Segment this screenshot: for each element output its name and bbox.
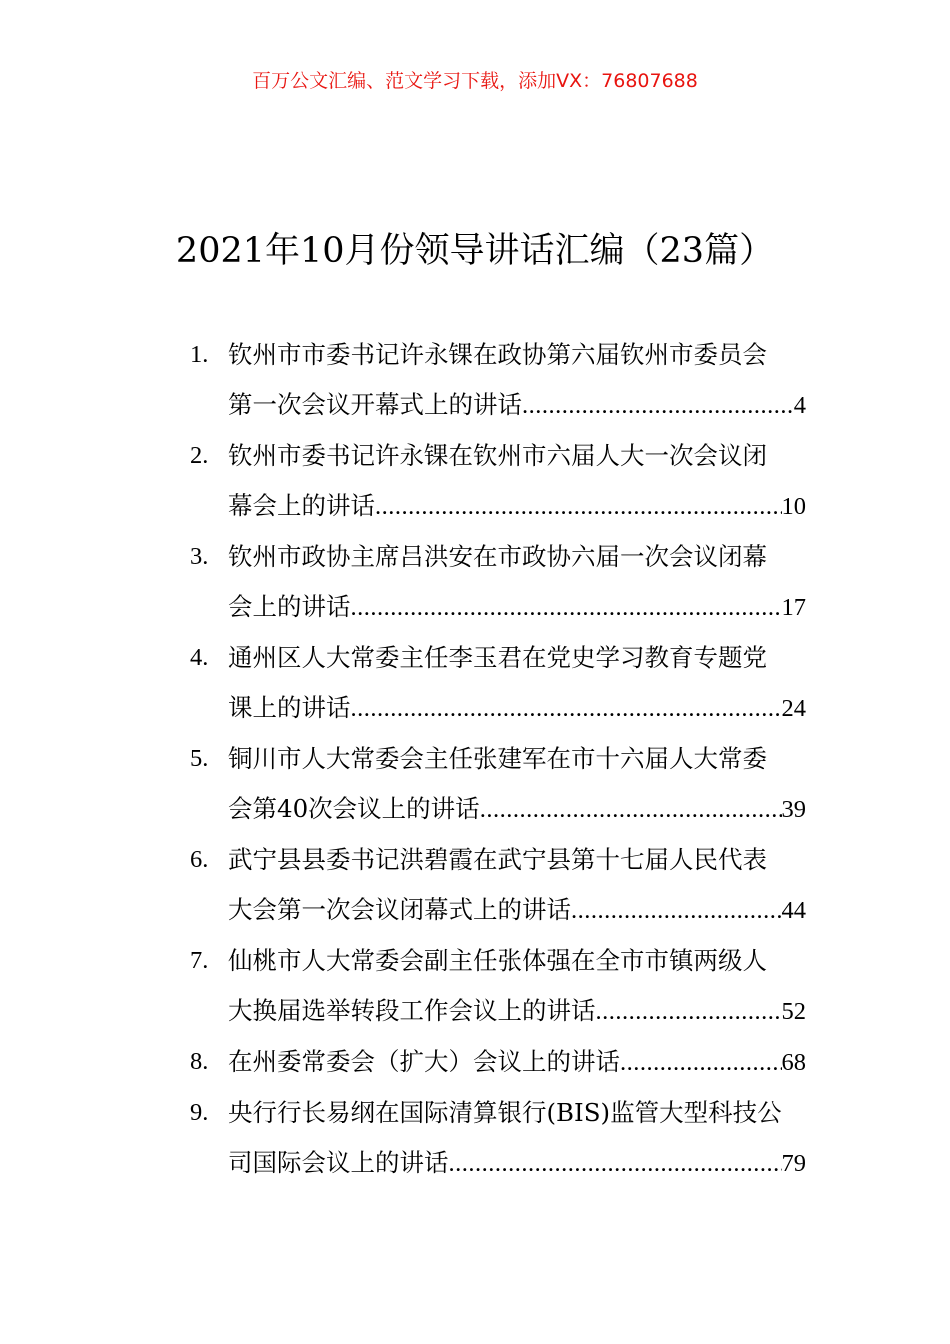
toc-entry-page: 10: [781, 493, 806, 520]
toc-entry-page: 68: [781, 1049, 806, 1076]
toc-entry-title-line2: 幕会上的讲话: [228, 491, 375, 520]
toc-leader-dots: [571, 886, 782, 936]
toc-leader-dots: [480, 785, 782, 835]
toc-entry-page: 24: [781, 695, 806, 722]
toc-entry[interactable]: [190, 633, 806, 734]
toc-entry[interactable]: [190, 1088, 806, 1189]
toc-leader-dots: [351, 684, 782, 734]
document-title: 2021年10月份领导讲话汇编（23篇）: [175, 231, 775, 271]
toc-entry-title-line1: 钦州市委书记许永锞在钦州市六届人大一次会议闭: [228, 441, 767, 470]
toc-entry-number: 5.: [190, 745, 209, 772]
toc-entry-number: 4.: [190, 644, 209, 671]
toc-entry-number: 9.: [190, 1099, 209, 1126]
toc-entry[interactable]: [190, 734, 806, 835]
toc-entry-title-line2: 大换届选举转段工作会议上的讲话: [228, 996, 596, 1025]
header-promo-note: 百万公文汇编、范文学习下载，添加VX：76807688: [252, 70, 698, 92]
toc-entry-number: 3.: [190, 543, 209, 570]
toc-entry-title-line2: 第一次会议开幕式上的讲话: [228, 390, 522, 419]
toc-entry-title-line1: 央行行长易纲在国际清算银行(BIS)监管大型科技公: [228, 1098, 782, 1127]
toc-leader-dots: [375, 482, 782, 532]
toc-entry-title-line2: 会第40次会议上的讲话: [228, 794, 480, 823]
toc-entry-number: 8.: [190, 1048, 209, 1075]
toc-entry-number: 1.: [190, 341, 209, 368]
toc-entry-title-line2: 在州委常委会（扩大）会议上的讲话: [228, 1047, 620, 1076]
toc-entry-title-line2: 司国际会议上的讲话: [228, 1148, 449, 1177]
toc-leader-dots: [596, 987, 782, 1037]
table-of-contents: [190, 330, 806, 1189]
toc-entry-number: 6.: [190, 846, 209, 873]
toc-entry-title-line1: 铜川市人大常委会主任张建军在市十六届人大常委: [228, 744, 767, 773]
toc-entry-page: 39: [781, 796, 806, 823]
toc-entry-number: 2.: [190, 442, 209, 469]
toc-entry-title-line1: 仙桃市人大常委会副主任张体强在全市市镇两级人: [228, 946, 767, 975]
toc-entry-page: 17: [781, 594, 806, 621]
toc-entry-title-line1: 武宁县县委书记洪碧霞在武宁县第十七届人民代表: [228, 845, 767, 874]
toc-entry[interactable]: [190, 431, 806, 532]
toc-entry-title-line2: 课上的讲话: [228, 693, 351, 722]
toc-entry-title-line1: 钦州市市委书记许永锞在政协第六届钦州市委员会: [228, 340, 767, 369]
toc-entry-page: 52: [781, 998, 806, 1025]
toc-entry[interactable]: [190, 835, 806, 936]
toc-leader-dots: [351, 583, 782, 633]
toc-entry-title-line1: 通州区人大常委主任李玉君在党史学习教育专题党: [228, 643, 767, 672]
toc-entry-page: 4: [793, 392, 806, 419]
toc-entry-title-line1: 钦州市政协主席吕洪安在市政协六届一次会议闭幕: [228, 542, 767, 571]
toc-entry-page: 44: [781, 897, 806, 924]
toc-entry[interactable]: [190, 532, 806, 633]
toc-entry-page: 79: [781, 1150, 806, 1177]
toc-entry-title-line2: 会上的讲话: [228, 592, 351, 621]
toc-entry[interactable]: [190, 1037, 806, 1088]
toc-entry[interactable]: [190, 936, 806, 1037]
toc-entry-title-line2: 大会第一次会议闭幕式上的讲话: [228, 895, 571, 924]
toc-entry-number: 7.: [190, 947, 209, 974]
toc-entry[interactable]: [190, 330, 806, 431]
toc-leader-dots: [522, 381, 794, 431]
toc-leader-dots: [620, 1038, 782, 1088]
toc-leader-dots: [449, 1139, 782, 1189]
